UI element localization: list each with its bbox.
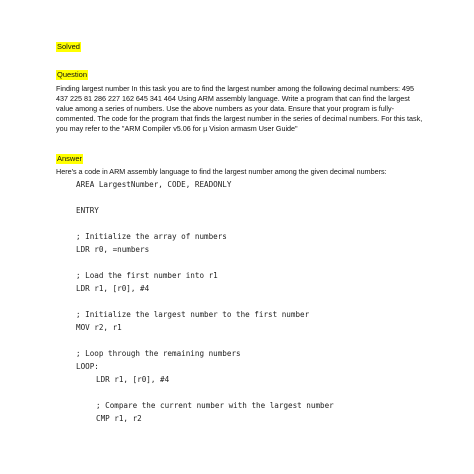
code-line-cmp: CMP r1, r2 — [96, 414, 142, 423]
question-heading: Question — [57, 70, 88, 79]
code-line-entry: ENTRY — [76, 206, 99, 215]
code-comment-init-array: ; Initialize the array of numbers — [76, 232, 227, 241]
answer-heading: Answer — [57, 154, 83, 163]
code-comment-compare: ; Compare the current number with the largest number — [96, 401, 334, 410]
code-comment-load-first: ; Load the first number into r1 — [76, 271, 218, 280]
code-line-area: AREA LargestNumber, CODE, READONLY — [76, 180, 232, 189]
answer-intro: Here's a code in ARM assembly language to find the largest number among the given decimal numbers: — [56, 167, 387, 176]
code-line-loop-label: LOOP: — [76, 362, 99, 371]
code-line-ldr-first: LDR r1, [r0], #4 — [76, 284, 150, 293]
code-line-ldr-next: LDR r1, [r0], #4 — [96, 375, 170, 384]
code-comment-loop: ; Loop through the remaining numbers — [76, 349, 241, 358]
code-line-ldr-numbers: LDR r0, =numbers — [76, 245, 150, 254]
question-text: Finding largest number In this task you are to find the largest number among the following decimal numbers: 495 437 225 81 286 227 162 645 341 464 Using ARM assembly language. Write a program that can find the largest value among a series of numbers. Use the above numbers as your data. Ensure that your program is fully-commented. The code for the program that finds the largest number in the series of decimal numbers. For this task, you may refer to the "ARM Compiler v5.06 for µ Vision armasm User Guide" — [56, 84, 423, 133]
code-line-mov: MOV r2, r1 — [76, 323, 122, 332]
code-comment-init-largest: ; Initialize the largest number to the first number — [76, 310, 310, 319]
solved-label: Solved — [57, 42, 80, 51]
